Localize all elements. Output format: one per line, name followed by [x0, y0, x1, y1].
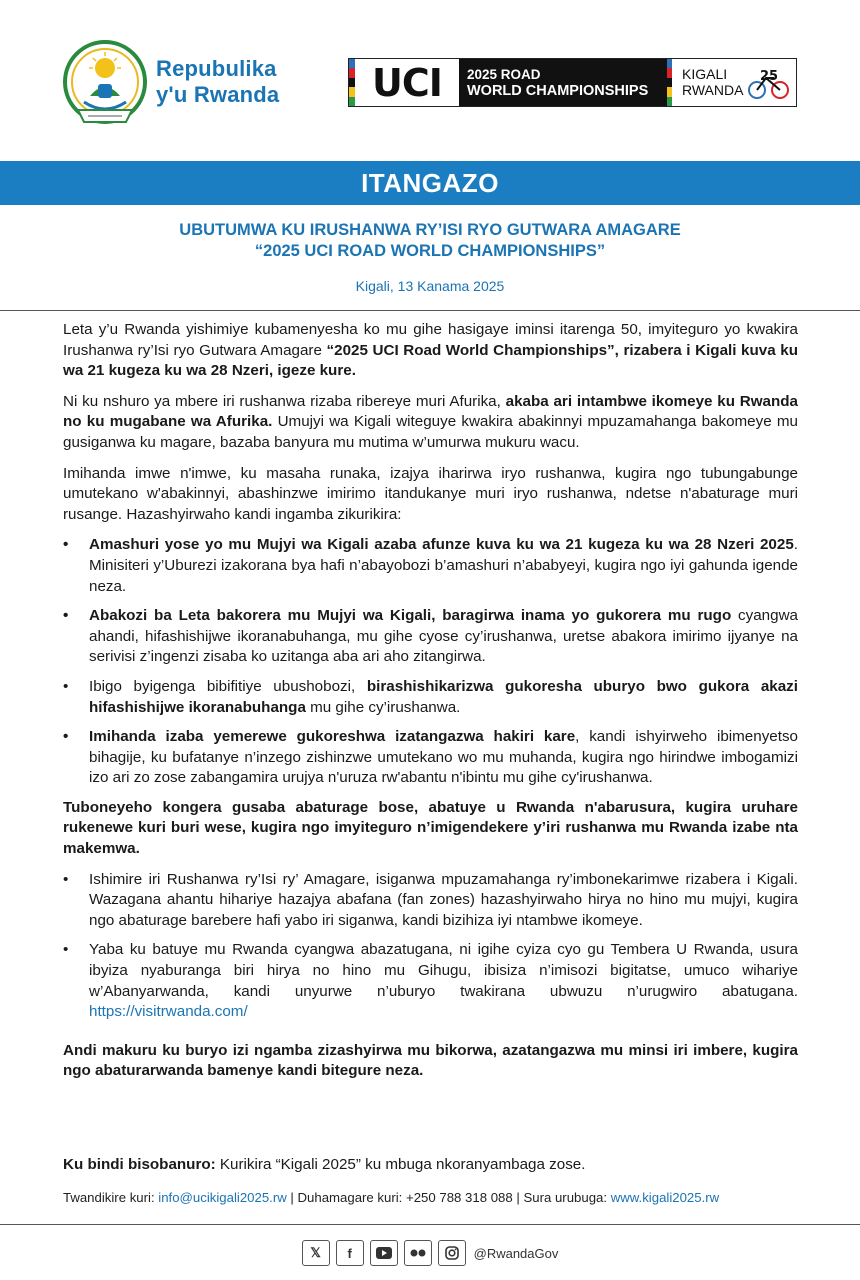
republic-name-line2: y'u Rwanda [156, 82, 280, 107]
measure-civil-servants-bold: Abakozi ba Leta bakorera mu Mujyi wa Kigali, baragirwa inama yo gukorera mu rugo [89, 607, 732, 625]
measure-roads-text: , kandi ishyirweho ibimenyetso bihagije, ku bufatanye n’inzego zishinzwe umutekano wo mu muhanda, kugira ngo hirindwe imbogamizi izo ari zo zose zabangamira urujya n'uruza rw'abantu n'ibintu mu gihe cy'irushanwa. [89, 728, 798, 787]
republic-name [156, 56, 279, 108]
flickr-icon[interactable] [404, 1240, 432, 1266]
visitrwanda-link[interactable]: https://visitrwanda.com/ [89, 1003, 248, 1021]
more-info-line [63, 1156, 585, 1173]
email-link[interactable]: info@ucikigali2025.rw [158, 1190, 287, 1205]
announcement-body [63, 320, 798, 1092]
subject-line1: UBUTUMWA KU IRUSHANWA RY’ISI RYO GUTWARA AMAGARE [179, 221, 681, 239]
list-item: • Ishimire iri Rushanwa ry’Isi ry’ Amagare, isiganwa mpuzamahanga ry’imbonekarimwe rizabera i Kigali. Wazagana ahantu hihariye hazajya abafana (fan zones) hazashyirwaho hirya no hino mu mujyi, kugira ngo abaturage barebere hafi yabo iri siganwa, kandi bizihiza iyi ntambwe ikomeye. [63, 870, 798, 929]
svg-text:25: 25 [760, 68, 779, 84]
event-title-line2: WORLD CHAMPIONSHIPS [467, 83, 649, 99]
paragraph-appeal-bold: Tuboneyeho kongera gusaba abaturage bose, abatuye u Rwanda n'abarusura, kugira uruhare rukenewe kuri buri wese, kugira ngo imyiteguro n’imigendekere y’iri rushanwa mu Rwanda izabe nta makemwa. [63, 798, 798, 858]
measure-schools-bold: Amashuri yose yo mu Mujyi wa Kigali azaba afunze kuva ku wa 21 kugeza ku wa 28 Nzeri 2025 [89, 536, 794, 554]
list-item: • Yaba ku batuye mu Rwanda cyangwa abazatugana, ni igihe cyiza cyo gu Tembera U Rwanda, usura ibyiza nyaburanga biri hirya no hino mu Gihugu, ibisiza n’imisozi bigitatse, umuco wihariye w’Abanyarwanda, kandi unyurwe n’uburyo twakirana ubwuzu n’urugwiro abatugana. https://visitrwanda.com/ [63, 941, 798, 1021]
social-bar [0, 1240, 860, 1266]
host-city-line2: RWANDA [682, 82, 744, 98]
youtube-icon[interactable] [370, 1240, 398, 1266]
measures-list [63, 535, 798, 789]
announcement-banner: ITANGAZO [0, 161, 860, 205]
subject-heading [0, 220, 860, 262]
measure-private-bold: birashishikarizwa gukoresha uburyo bwo gukora akazi hifashishijwe ikoranabuhanga [89, 677, 798, 716]
host-city-line1: KIGALI [682, 66, 728, 82]
measure-private-text: Ibigo byigenga bibifitiye ubushobozi, [89, 677, 367, 695]
event-title [459, 59, 667, 106]
more-info-label: Ku bindi bisobanuro: [63, 1156, 216, 1173]
invite-visit-text: Yaba ku batuye mu Rwanda cyangwa abazatugana, ni igihe cyiza cyo gu Tembera U Rwanda, usura ibyiza nyaburanga biri hirya no hino mu Gihugu, ibisiza n’imisozi bigitatse, umuco wihariye w’Abanyarwanda, kandi unyurwe n’uburyo twakirana ubwuzu n’urugwiro abatugana. [89, 941, 798, 1000]
bottom-divider [0, 1224, 860, 1225]
paragraph-intro [63, 320, 798, 382]
measure-private-rest: mu gihe cy’irushanwa. [305, 698, 461, 716]
invitation-list [63, 870, 798, 1023]
republic-name-line1: Repubulika [156, 56, 277, 81]
paragraph-intro-text: Leta y’u Rwanda yishimiye kubamenyesha ko mu gihe hasigaye iminsi itarenga 50, imyiteguro yo kwakira Irushanwa ry’Isi ryo Gutwara Amagare [63, 321, 798, 359]
contact-phone-text: | Duhamagare kuri: +250 788 318 088 | Sura urubuga: [286, 1190, 611, 1205]
paragraph-first-africa-text: Ni ku nshuro ya mbere iri rushanwa rizaba ribereye muri Afurika, [63, 392, 506, 410]
website-link[interactable]: www.kigali2025.rw [610, 1190, 720, 1205]
paragraph-first-africa [63, 392, 798, 454]
measure-roads-bold: Imihanda izaba yemerewe gukoreshwa izatangazwa hakiri kare [89, 728, 576, 746]
contact-line [63, 1190, 719, 1205]
contact-label: Twandikire kuri: [63, 1190, 159, 1205]
rwanda-seal-icon [62, 38, 148, 130]
measure-civil-servants-text: cyangwa ahandi, hifashishijwe ikoranabuhanga, mu gihe cyose cy’irushanwa, uretse abakora imirimo ijyanye na serivisi z’ingenzi zisaba ko uzitanga aba ari aho zitangirwa. [89, 607, 798, 666]
paragraph-first-africa-bold: akaba ari intambwe ikomeye ku Rwanda no ku mugabane wa Afurika. [63, 392, 798, 431]
facebook-icon[interactable]: f [336, 1240, 364, 1266]
invite-fan-zones-text: Ishimire iri Rushanwa ry’Isi ry’ Amagare, isiganwa mpuzamahanga ry’imbonekarimwe rizabera i Kigali. Wazagana ahantu hihariye hazajya abafana (fan zones) hazashyirwaho hirya no hino mu mujyi, kugira ngo abaturage barebere hafi yabo iri siganwa, kandi bizihiza iyi ntambwe ikomeye. [89, 870, 798, 929]
paragraph-roads: Imihanda imwe n'imwe, ku masaha runaka, izajya iharirwa iryo rushanwa, kugira ngo tubungabunge umutekano w'abakinnyi, abashinzwe imirimo itandukanye muri iryo rushanwa, ndetse n'abaturage muri rusange. Hazashyirwaho kandi ingamba zikurikira: [63, 464, 798, 523]
uci-event-logo [348, 58, 797, 107]
measure-schools-text: . Minisiteri y’Uburezi izakorana bya hafi n’abayobozi b’amashuri n’ababyeyi, kugira ngo iyi gahunda igende neza. [89, 536, 798, 595]
paragraph-first-africa-rest: Umujyi wa Kigali witeguye kwakira abakinnyi mpuzamahanga bakomeye mu gusiganwa ku magare, bazaba banyura mu mutima w’umurwa mukuru wacu. [63, 413, 798, 451]
list-item: • Abakozi ba Leta bakorera mu Mujyi wa Kigali, baragirwa inama yo gukorera mu rugo cyangwa ahandi, hifashishijwe ikoranabuhanga, mu gihe cyose cy’irushanwa, uretse abakora imirimo ijyanye na serivisi z’ingenzi zisaba ko uzitanga aba ari aho zitangirwa. [63, 607, 798, 666]
social-handle[interactable]: @RwandaGov [473, 1245, 559, 1261]
cyclist-25-icon [742, 59, 796, 106]
paragraph-more-info [63, 1041, 798, 1082]
list-item: • Ibigo byigenga bibifitiye ubushobozi, birashishikarizwa gukoresha uburyo bwo gukora akazi hifashishijwe ikoranabuhanga mu gihe cy’irushanwa. [63, 677, 798, 716]
list-item: • Amashuri yose yo mu Mujyi wa Kigali azaba afunze kuva ku wa 21 kugeza ku wa 28 Nzeri 2025. Minisiteri y’Uburezi izakorana bya hafi n’abayobozi b’amashuri n’ababyeyi, kugira ngo iyi gahunda igende neza. [63, 536, 798, 595]
instagram-icon[interactable] [438, 1240, 466, 1266]
subject-line2: “2025 UCI ROAD WORLD CHAMPIONSHIPS” [254, 242, 606, 260]
dateline: Kigali, 13 Kanama 2025 [355, 278, 505, 294]
more-info-text: Kurikira “Kigali 2025” ku mbuga nkoranyambaga zose. [215, 1156, 586, 1173]
list-item: • Imihanda izaba yemerewe gukoreshwa izatangazwa hakiri kare, kandi ishyirweho ibimenyetso bihagije, ku bufatanye n’inzego zishinzwe umutekano wo mu muhanda, kugira ngo hirindwe imbogamizi izo ari zo zose zabangamira urujya n'uruza rw'abantu n'ibintu mu gihe cy'irushanwa. [63, 728, 798, 787]
uci-wordmark: UCI [372, 60, 442, 105]
paragraph-appeal [63, 798, 798, 860]
paragraph-intro-bold: “2025 UCI Road World Championships”, rizabera i Kigali kuva ku wa 21 kugeza ku wa 28 Nzeri, igeze kure. [63, 341, 798, 380]
x-icon[interactable]: 𝕏 [302, 1240, 330, 1266]
letterhead [0, 0, 860, 160]
paragraph-more-info-bold: Andi makuru ku buryo izi ngamba zizashyirwa mu bikorwa, azatangazwa mu minsi iri imbere, kugira ngo abaturarwanda bamenye kandi bitegure neza. [63, 1041, 798, 1080]
event-title-line1: 2025 ROAD [467, 67, 541, 82]
host-city [672, 59, 742, 106]
top-divider [0, 310, 860, 311]
